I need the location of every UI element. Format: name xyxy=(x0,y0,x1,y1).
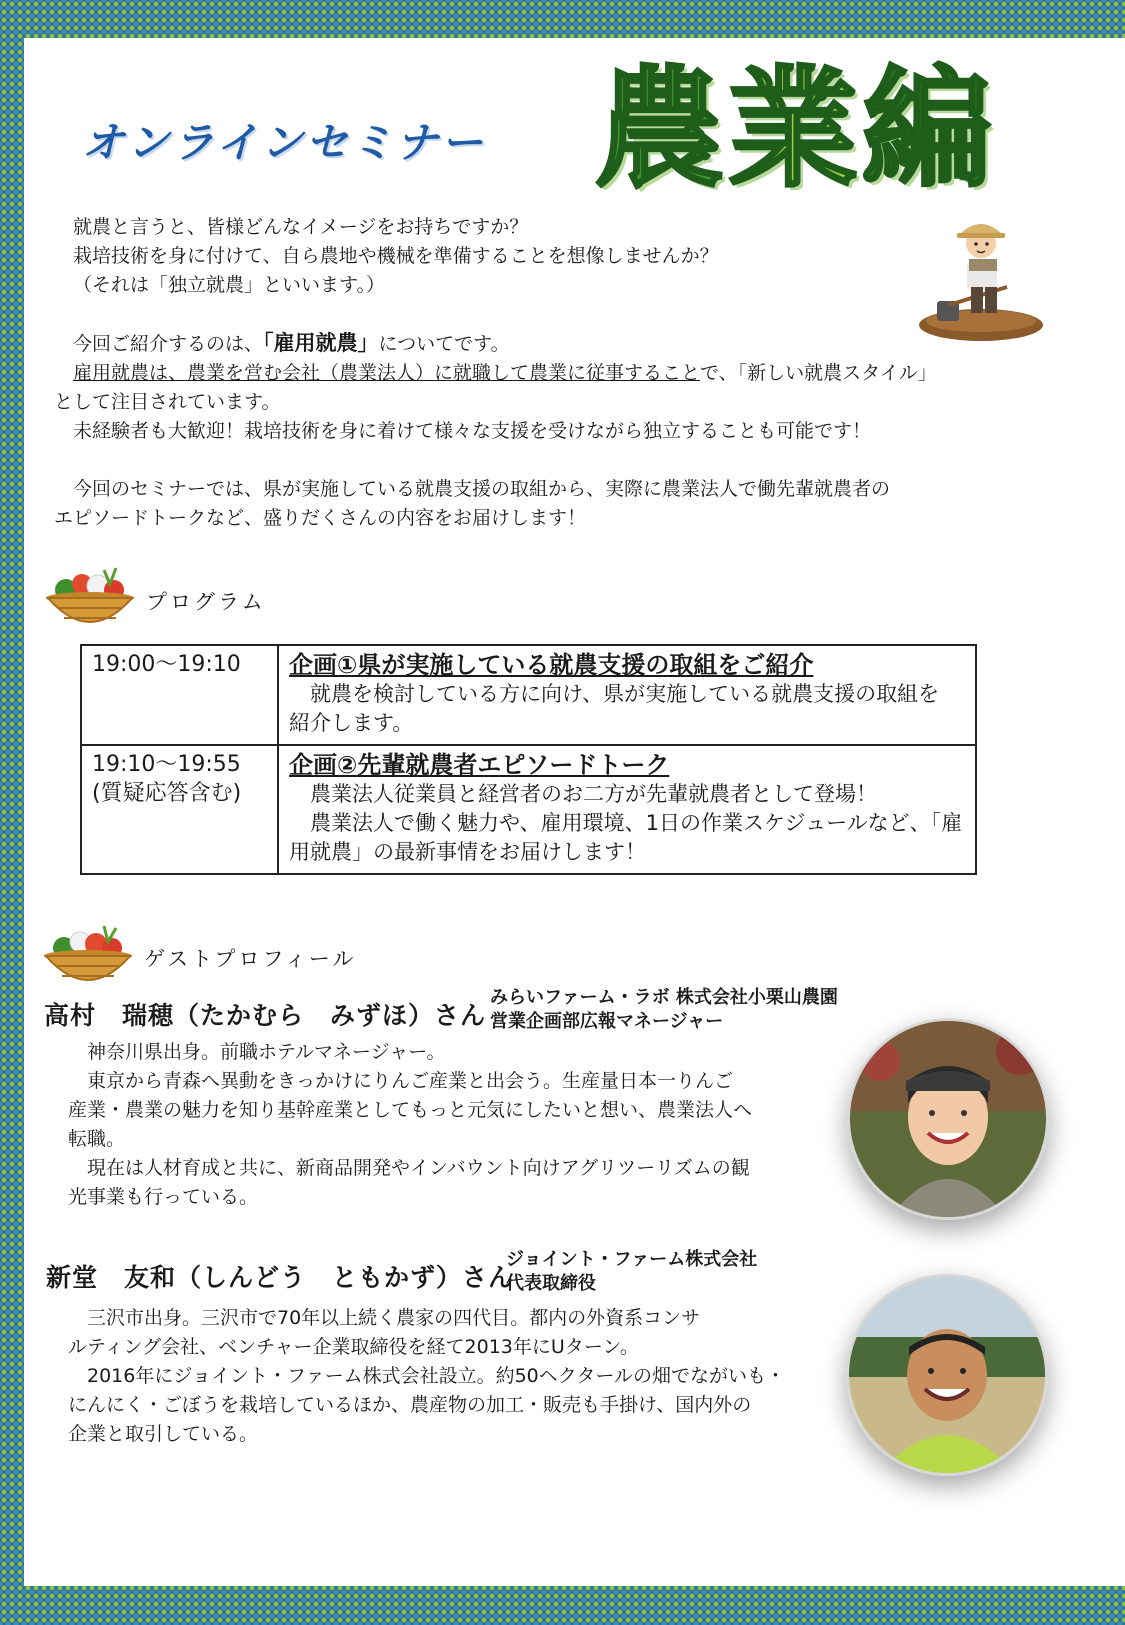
intro-text xyxy=(54,213,937,533)
program-table xyxy=(80,644,977,875)
title-char-2: 業 xyxy=(728,53,863,205)
program-label: プログラム xyxy=(146,590,266,614)
main-title xyxy=(594,53,997,205)
intro-line-9: エピソードトークなど、盛りだくさんの内容をお届けします！ xyxy=(54,507,587,529)
intro-line-2: 栽培技術を身に付けて、自ら農地や機械を準備することを想像しませんか？ xyxy=(73,245,719,267)
program-content-cell xyxy=(278,645,976,745)
guest-2-photo xyxy=(846,1274,1048,1476)
title-char-1: 農 xyxy=(594,53,729,205)
intro-line-4: 今回ご紹介するのは、「雇用就農」についてです。 xyxy=(73,331,510,355)
vegetable-basket-icon xyxy=(42,918,134,990)
program-title: 企画②先輩就農者エピソードトーク xyxy=(289,751,670,779)
guest-2-org: ジョイント・ファーム株式会社 代表取締役 xyxy=(506,1249,758,1294)
seminar-subtitle: オンラインセミナー xyxy=(82,118,486,167)
program-time-cell: 19:10～19:55 (質疑応答含む) xyxy=(81,745,278,874)
program-body: 農業法人従業員と経営者のお二方が先輩就農者として登場！ 農業法人で働く魅力や、雇用環境、1日の作業スケジュールなど、「雇 用就農」の最新事情をお届けします！ xyxy=(289,782,963,864)
guest-1-org: みらいファーム・ラボ 株式会社小栗山農園 営業企画部広報マネージャー xyxy=(490,987,838,1032)
table-row xyxy=(81,745,976,874)
intro-line-6: として注目されています。 xyxy=(54,391,281,413)
guest-1-portrait xyxy=(850,1021,1046,1217)
intro-line-3: （それは「独立就農」といいます。） xyxy=(73,274,385,296)
guest-2-name: 新堂 友和（しんどう ともかず）さん xyxy=(46,1263,515,1292)
table-row xyxy=(81,645,976,745)
program-body: 就農を検討している方に向け、県が実施している就農支援の取組を 紹介します。 xyxy=(289,682,940,735)
flyer-sheet xyxy=(24,38,1125,1586)
guest-2-portrait xyxy=(849,1277,1045,1473)
guest-1-bio: 神奈川県出身。前職ホテルマネージャー。 東京から青森へ異動をきっかけにりんご産業と出会う。生産量日本一りんご 産業・農業の魅力を知り基幹産業としてもっと元気にしたいと想い、農業法人へ 転職。 現在は人材育成と共に、新商品開発やインバウント向けアグリツーリズムの観 光事業も行っている。 xyxy=(68,1041,753,1208)
vegetable-basket-icon xyxy=(44,560,136,632)
guest-1-photo xyxy=(847,1018,1049,1220)
guest-profile-label: ゲストプロフィール xyxy=(144,947,357,971)
program-title: 企画①県が実施している就農支援の取組をご紹介 xyxy=(289,651,814,679)
guest-1-name: 高村 瑞穂（たかむら みずほ）さん xyxy=(44,1001,487,1030)
intro-line-8: 今回のセミナーでは、県が実施している就農支援の取組から、実際に農業法人で働先輩就農者の xyxy=(73,478,891,500)
intro-line-7: 未経験者も大歓迎！栽培技術を身に着けて様々な支援を受けながら独立することも可能です！ xyxy=(73,420,872,442)
program-time-cell: 19:00～19:10 xyxy=(81,645,278,745)
title-char-3: 編 xyxy=(862,53,997,205)
koyo-shuno-emphasis: 「雇用就農」 xyxy=(263,331,379,355)
program-content-cell xyxy=(278,745,976,874)
guest-2-bio: 三沢市出身。三沢市で70年以上続く農家の四代目。都内の外資系コンサ ルティング会社、ベンチャー企業取締役を経て2013年にUターン。 2016年にジョイント・ファーム株式会社設立。約50ヘクタールの畑でながいも・ にんにく・ごぼうを栽培しているほか、農産物の加工・販売も手掛け、国内外の 企業と取引している。 xyxy=(68,1307,786,1445)
intro-line-5: 雇用就農は、農業を営む会社（農業法人）に就職して農業に従事することで、「新しい就農スタイル」 xyxy=(73,362,937,384)
intro-line-1: 就農と言うと、皆様どんなイメージをお持ちですか？ xyxy=(73,216,529,238)
